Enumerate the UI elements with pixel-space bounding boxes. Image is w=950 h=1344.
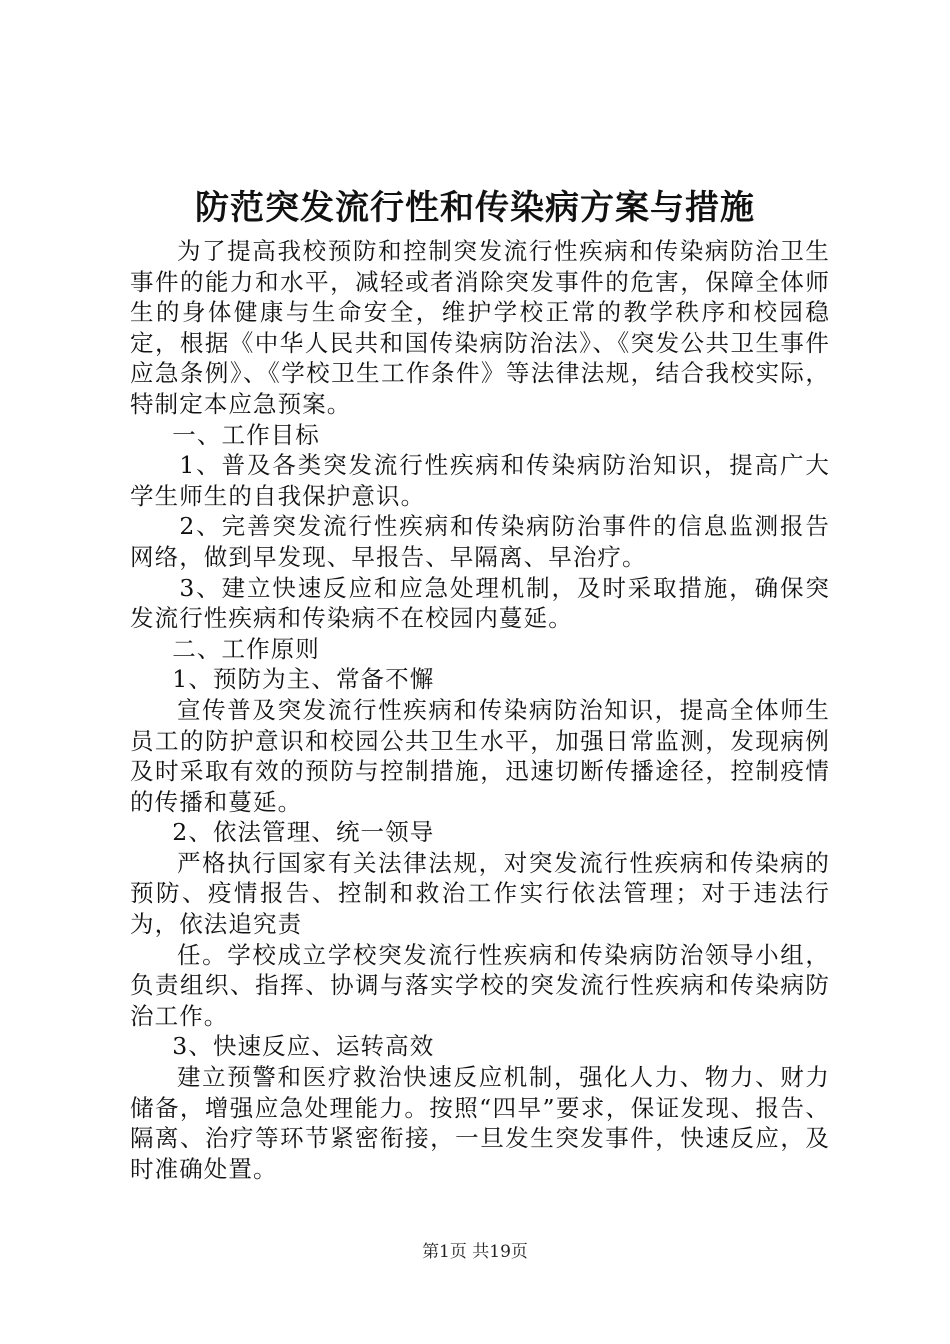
principle-text-2b: 任。学校成立学校突发流行性疾病和传染病防治领导小组，负责组织、指挥、协调与落实学校的突发流行性疾病和传染病防治工作。 — [130, 940, 830, 1030]
goal-item-2: 2、完善突发流行性疾病和传染病防治事件的信息监测报告网络，做到早发现、早报告、早隔离、早治疗。 — [130, 512, 830, 571]
section-heading-goals: 一、工作目标 — [172, 420, 320, 449]
principle-text-2a: 严格执行国家有关法律法规，对突发流行性疾病和传染病的预防、疫情报告、控制和救治工作实行依法管理；对于违法行为，依法追究责 — [130, 848, 830, 939]
document-body — [130, 236, 830, 1184]
goal-item-1: 1、普及各类突发流行性疾病和传染病防治知识，提高广大学生师生的自我保护意识。 — [130, 451, 830, 510]
page-number: 第1页 共19页 — [422, 1242, 528, 1262]
principle-text-3: 建立预警和医疗救治快速反应机制，强化人力、物力、财力储备，增强应急处理能力。按照“四早”要求，保证发现、报告、隔离、治疗等环节紧密衔接，一旦发生突发事件，快速反应，及时准确处置。 — [130, 1063, 830, 1183]
principle-heading-3: 3、快速反应、运转高效 — [172, 1032, 435, 1061]
goal-item-3: 3、建立快速反应和应急处理机制，及时采取措施，确保突发流行性疾病和传染病不在校园内蔓延。 — [130, 573, 830, 633]
document-title: 防范突发流行性和传染病方案与措施 — [195, 188, 755, 228]
principle-heading-2: 2、依法管理、统一领导 — [172, 818, 435, 847]
principle-text-1: 宣传普及突发流行性疾病和传染病防治知识，提高全体师生员工的防护意识和校园公共卫生水平，加强日常监测，发现病例及时采取有效的预防与控制措施，迅速切断传播途径，控制疫情的传播和蔓延。 — [130, 695, 830, 816]
paragraph-intro: 为了提高我校预防和控制突发流行性疾病和传染病防治卫生事件的能力和水平，减轻或者消除突发事件的危害，保障全体师生的身体健康与生命安全，维护学校正常的教学秩序和校园稳定，根据《中华人民共和国传染病防治法》、《突发公共卫生事件应急条例》、《学校卫生工作条件》等法律法规，结合我校实际，特制定本应急预案。 — [130, 237, 830, 418]
principle-heading-1: 1、预防为主、常备不懈 — [172, 665, 435, 694]
section-heading-principles: 二、工作原则 — [172, 634, 320, 663]
